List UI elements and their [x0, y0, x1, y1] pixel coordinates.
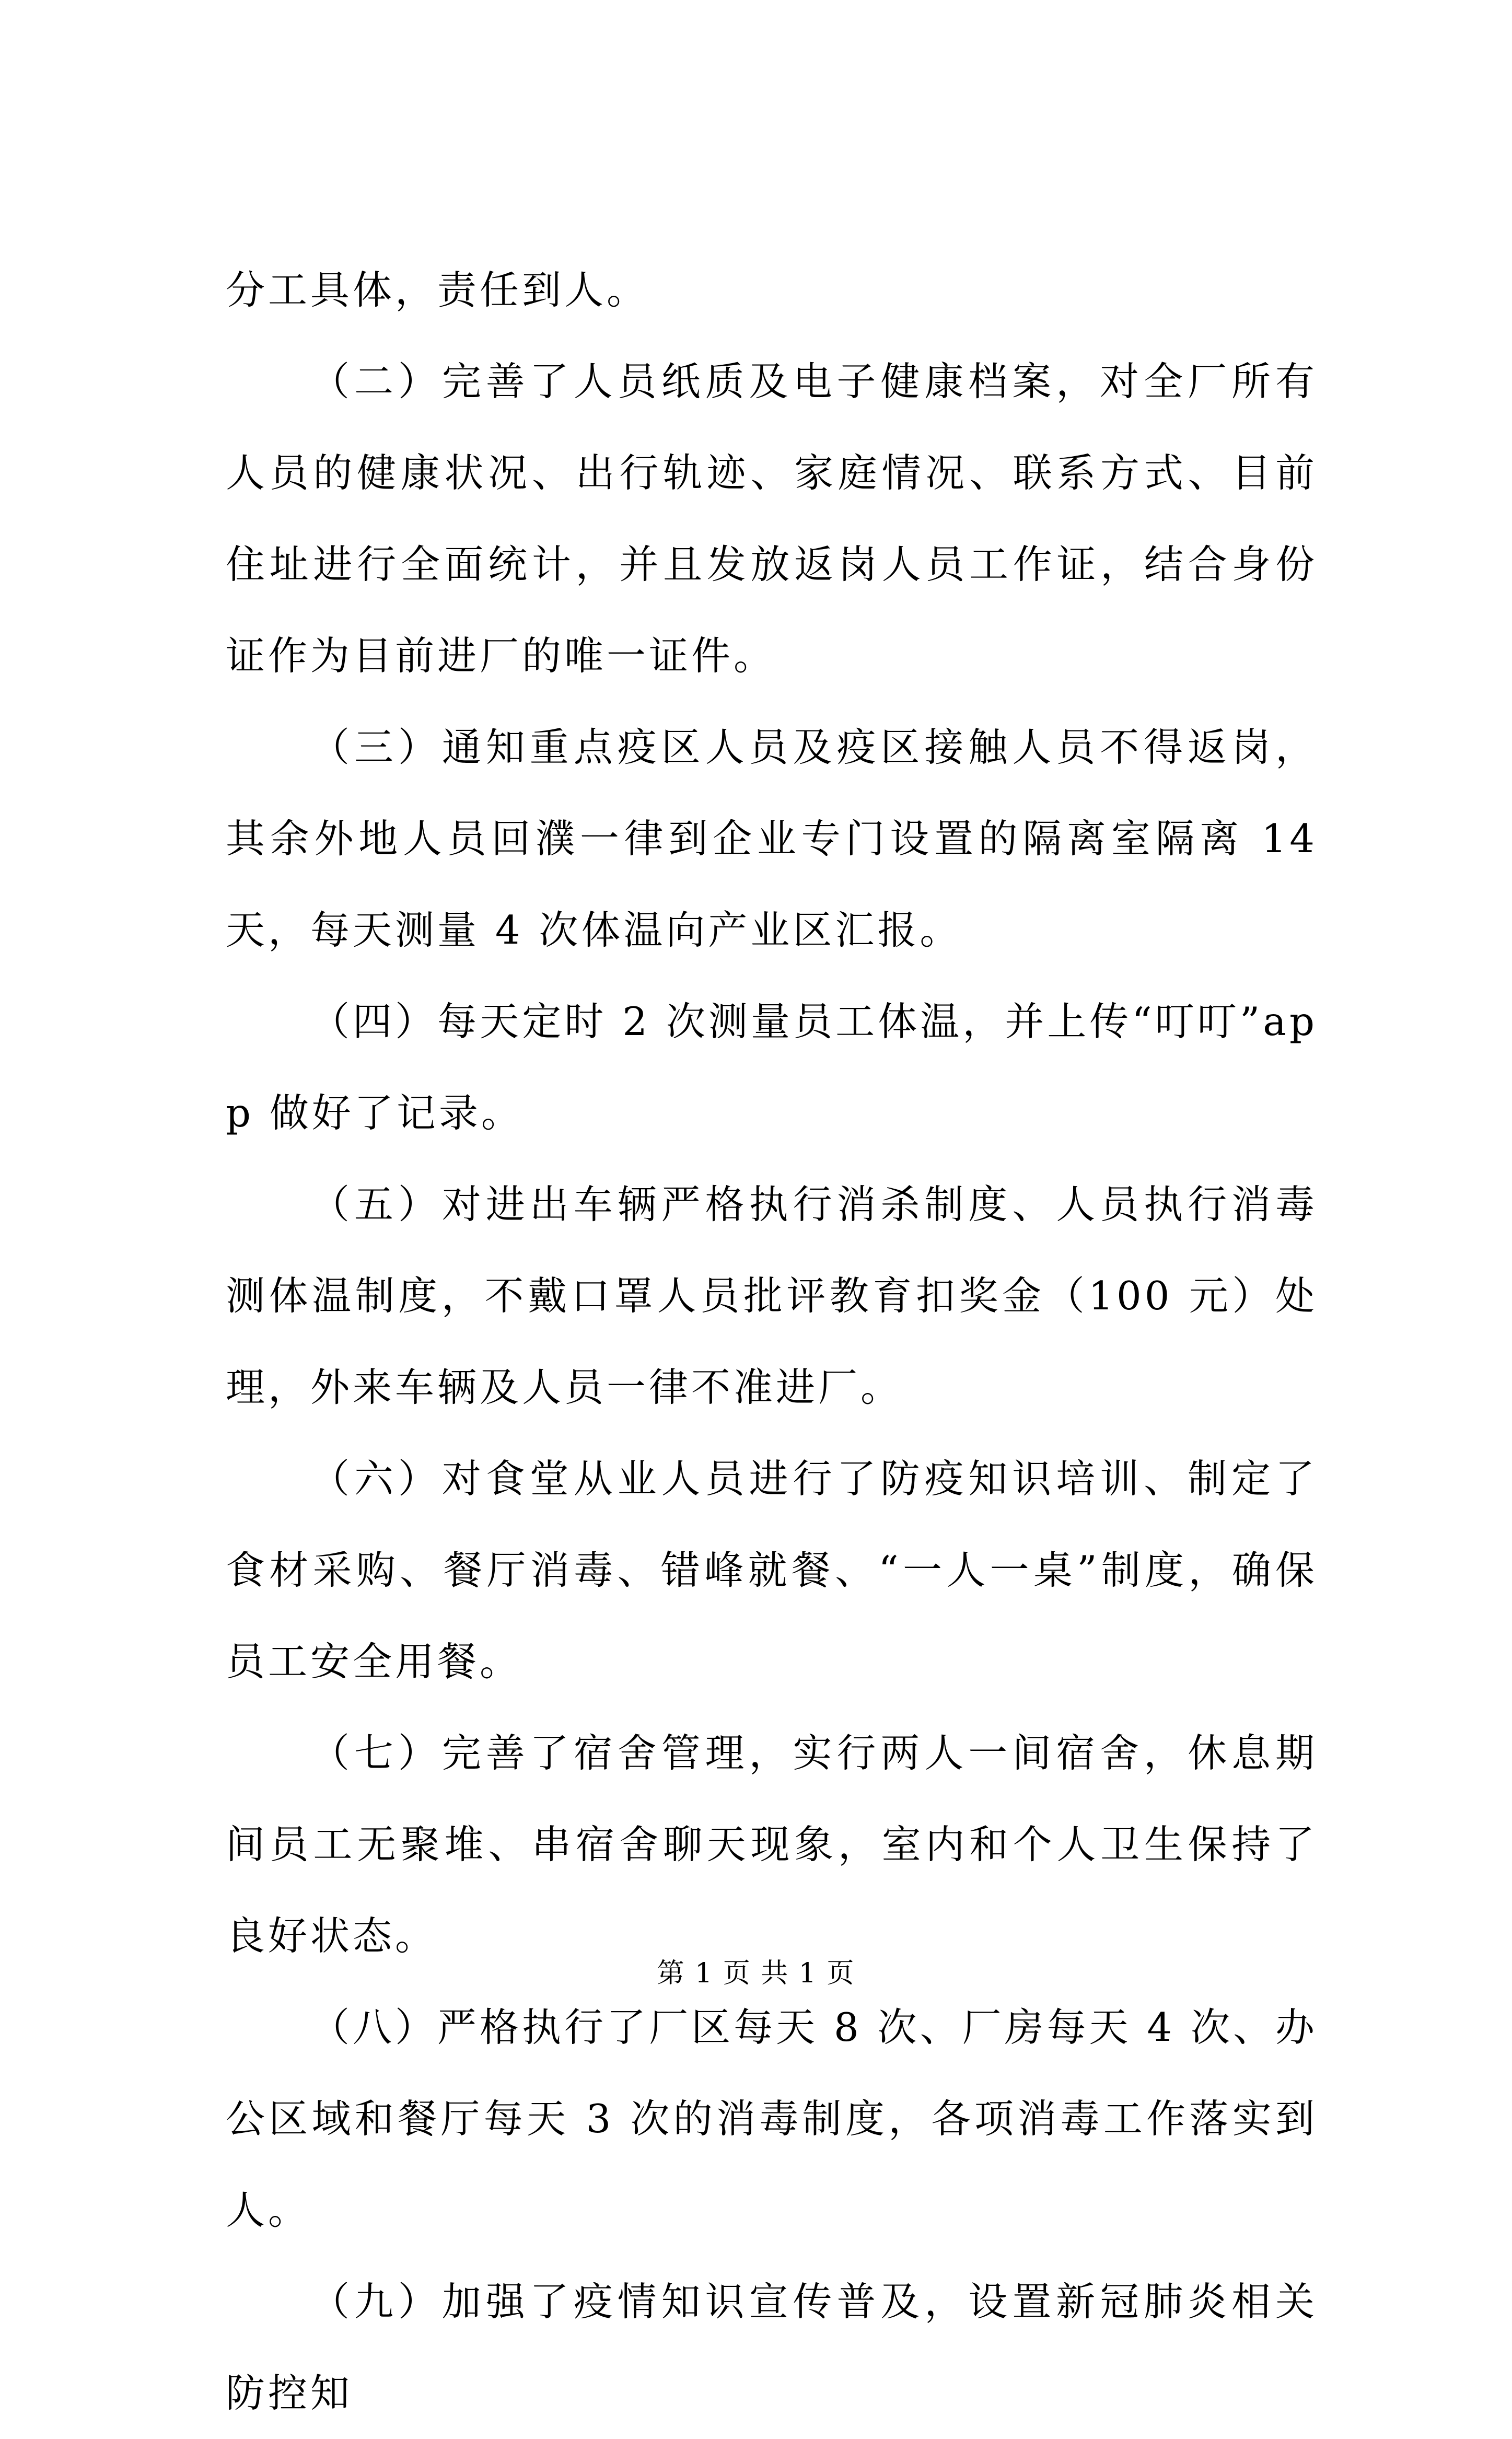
page-footer: 第 1 页 共 1 页	[657, 1958, 855, 1989]
paragraph-item-4: （四）每天定时 2 次测量员工体温，并上传“叮叮”app 做好了记录。	[226, 998, 1318, 1136]
paragraph-item-3: （三）通知重点疫区人员及疫区接触人员不得返岗，其余外地人员回濮一律到企业专门设置的隔离室隔离 14 天，每天测量 4 次体温向产业区汇报。	[226, 724, 1318, 953]
paragraph-item-5: （五）对进出车辆严格执行消杀制度、人员执行消毒测体温制度，不戴口罩人员批评教育扣奖金（100 元）处理，外来车辆及人员一律不准进厂。	[226, 1181, 1318, 1410]
paragraph-item-9: （九）加强了疫情知识宣传普及，设置新冠肺炎相关防控知	[226, 2279, 1318, 2416]
paragraph-continuation: 分工具体，责任到人。	[226, 267, 649, 313]
paragraph-item-8: （八）严格执行了厂区每天 8 次、厂房每天 4 次、办公区域和餐厅每天 3 次的消毒制度，各项消毒工作落实到人。	[226, 2004, 1318, 2233]
paragraph-item-6: （六）对食堂从业人员进行了防疫知识培训、制定了食材采购、餐厅消毒、错峰就餐、“一人一桌”制度，确保员工安全用餐。	[226, 1456, 1318, 1685]
paragraph-item-2: （二）完善了人员纸质及电子健康档案，对全厂所有人员的健康状况、出行轨迹、家庭情况、联系方式、目前住址进行全面统计，并且发放返岗人员工作证，结合身份证作为目前进厂的唯一证件。	[226, 358, 1318, 679]
document-body	[226, 245, 1318, 2439]
paragraph-item-7: （七）完善了宿舍管理，实行两人一间宿舍，休息期间员工无聚堆、串宿舍聊天现象，室内和个人卫生保持了良好状态。	[226, 1730, 1318, 1959]
